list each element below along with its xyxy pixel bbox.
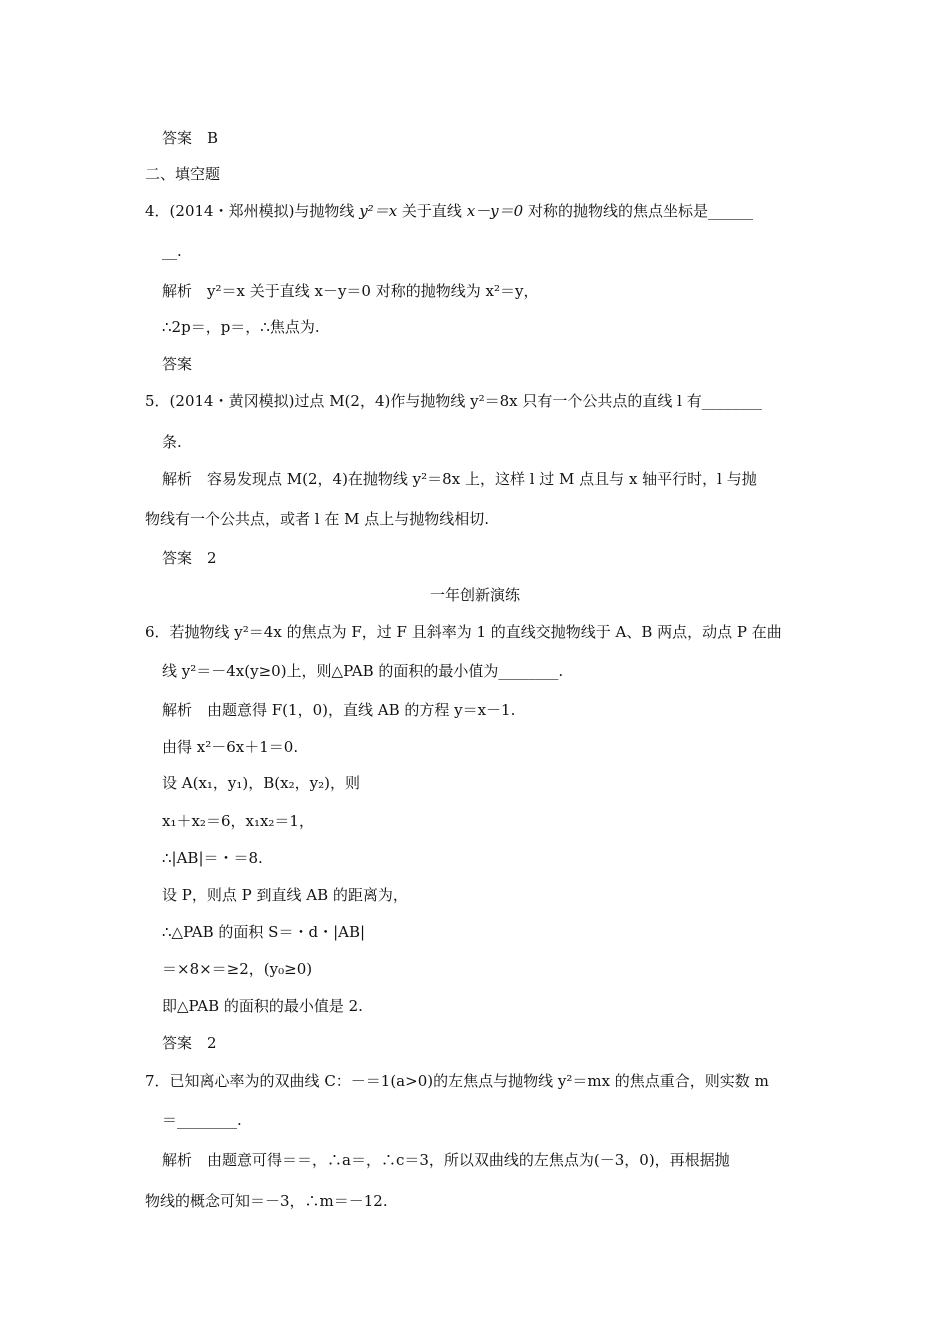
q6-line-1: 解析 由题意得 F(1，0)，直线 AB 的方程 y＝x－1. [162, 701, 516, 719]
q4-solution-1: 解析 y²＝x 关于直线 x－y＝0 对称的抛物线为 x²＝y， [162, 282, 539, 300]
q4-stem-d: x－y＝0 [466, 202, 524, 220]
q5-answer: 答案 2 [162, 549, 217, 567]
q6-answer: 答案 2 [162, 1034, 217, 1052]
q4-stem-b: y²＝x [359, 202, 398, 220]
q4-stem-c: 关于直线 [397, 202, 467, 220]
q6-line-7: ∴△PAB 的面积 S＝・d・|AB| [162, 923, 366, 941]
q6-line-5: ∴|AB|＝・＝8. [162, 849, 263, 867]
q4-stem-a: 4．(2014・郑州模拟)与抛物线 [145, 202, 360, 220]
q5-stem-cont: 条. [162, 433, 182, 451]
q6-line-4: x₁＋x₂＝6，x₁x₂＝1， [162, 812, 314, 830]
q5-solution-2: 物线有一个公共点，或者 l 在 M 点上与抛物线相切. [145, 510, 489, 528]
q6-line-8: ＝×8×＝≥2，(y₀≥0) [162, 960, 313, 978]
q6-stem: 6．若抛物线 y²＝4x 的焦点为 F，过 F 且斜率为 1 的直线交抛物线于 A、B 两点，动点 P 在曲 [145, 623, 782, 641]
section-heading-fill-in: 二、填空题 [145, 165, 221, 183]
q4-answer: 答案 [162, 355, 193, 373]
q5-solution-1: 解析 容易发现点 M(2，4)在抛物线 y²＝8x 上，这样 l 过 M 点且与 x 轴平行时，l 与抛 [162, 470, 757, 488]
q6-line-9: 即△PAB 的面积的最小值是 2. [162, 997, 363, 1015]
q4-stem [145, 201, 753, 221]
q3-answer: 答案 B [162, 129, 219, 147]
q7-solution-2: 物线的概念可知＝－3，∴m＝－12. [145, 1192, 388, 1210]
q6-line-6: 设 P，则点 P 到直线 AB 的距离为， [162, 886, 408, 904]
q6-line-2: 由得 x²－6x＋1＝0. [162, 738, 299, 756]
q6-stem-cont: 线 y²＝－4x(y≥0)上，则△PAB 的面积的最小值为________. [162, 662, 564, 680]
section-heading-innovation: 一年创新演练 [429, 586, 520, 604]
q7-stem: 7．已知离心率为的双曲线 C：－＝1(a>0)的左焦点与抛物线 y²＝mx 的焦点重合，则实数 m [145, 1072, 769, 1090]
q7-solution-1: 解析 由题意可得＝＝，∴a＝，∴c＝3，所以双曲线的左焦点为(－3，0)，再根据抛 [162, 1151, 730, 1169]
q7-stem-cont: ＝________. [162, 1111, 242, 1129]
q4-solution-2: ∴2p＝，p＝，∴焦点为. [162, 318, 320, 336]
q4-stem-cont: __. [162, 242, 182, 260]
q6-line-3: 设 A(x₁，y₁)，B(x₂，y₂)，则 [162, 774, 360, 792]
q5-stem: 5．(2014・黄冈模拟)过点 M(2，4)作与抛物线 y²＝8x 只有一个公共点的直线 l 有________ [145, 392, 762, 410]
q4-stem-e: 对称的抛物线的焦点坐标是______ [523, 202, 753, 220]
